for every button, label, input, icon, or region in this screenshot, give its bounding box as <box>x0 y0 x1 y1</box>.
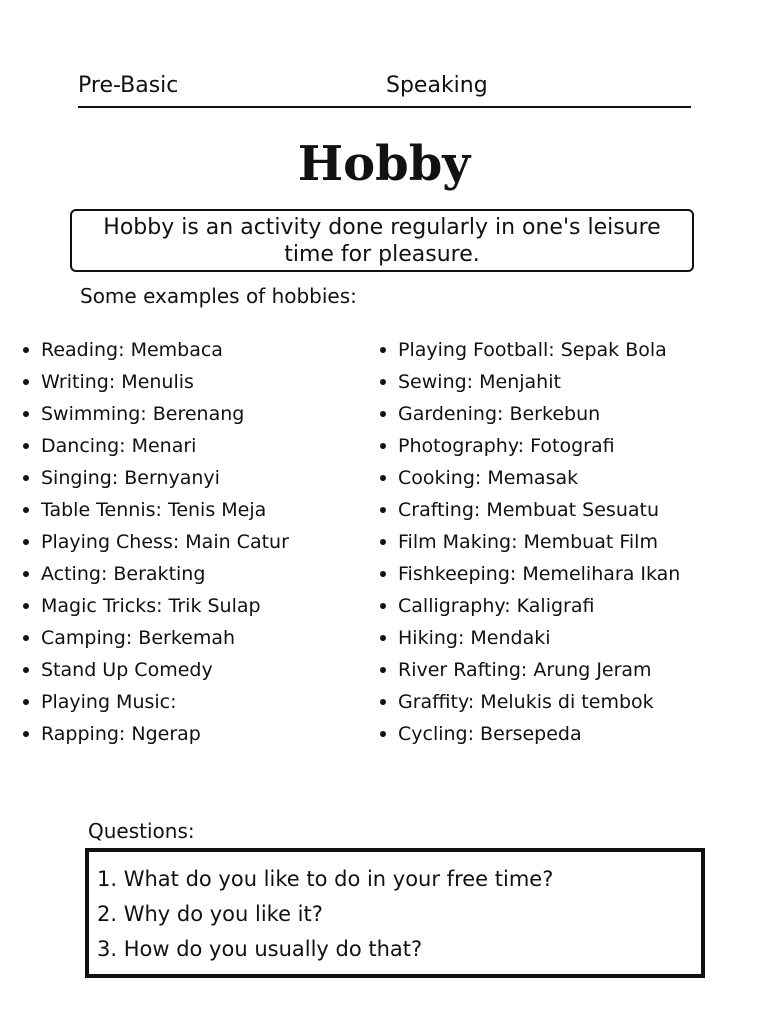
list-item <box>377 494 757 526</box>
list-item-text: Dancing: Menari <box>41 435 197 457</box>
list-item-text: Cycling: Bersepeda <box>398 723 582 745</box>
bullet-icon <box>23 507 29 513</box>
list-item <box>20 334 370 366</box>
list-item-text: Writing: Menulis <box>41 371 194 393</box>
list-item-text: Film Making: Membuat Film <box>398 531 658 553</box>
list-item <box>377 654 757 686</box>
list-item <box>377 622 757 654</box>
list-item-text: Calligraphy: Kaligrafi <box>398 595 595 617</box>
list-item-text: Acting: Berakting <box>41 563 206 585</box>
definition-text: Hobby is an activity done regularly in one's leisure time for pleasure. <box>103 214 661 267</box>
list-item <box>377 590 757 622</box>
list-item-text: Hiking: Mendaki <box>398 627 551 649</box>
hobby-list-right <box>377 334 757 750</box>
bullet-icon <box>380 635 386 641</box>
header-skill: Speaking <box>386 73 488 98</box>
bullet-icon <box>380 731 386 737</box>
bullet-icon <box>23 571 29 577</box>
list-item-text: River Rafting: Arung Jeram <box>398 659 652 681</box>
list-item-text: Playing Football: Sepak Bola <box>398 339 667 361</box>
header-divider <box>78 106 691 108</box>
bullet-icon <box>23 443 29 449</box>
list-item <box>20 398 370 430</box>
list-item-text: Playing Chess: Main Catur <box>41 531 289 553</box>
list-item-text: Reading: Membaca <box>41 339 223 361</box>
list-item <box>377 462 757 494</box>
list-item-text: Sewing: Menjahit <box>398 371 561 393</box>
definition-box <box>70 209 694 272</box>
bullet-icon <box>380 507 386 513</box>
bullet-icon <box>380 443 386 449</box>
bullet-icon <box>23 667 29 673</box>
bullet-icon <box>380 699 386 705</box>
list-item-text: Gardening: Berkebun <box>398 403 601 425</box>
list-item-text: Playing Music: <box>41 691 177 713</box>
list-item-text: Cooking: Memasak <box>398 467 579 489</box>
list-item-text: Magic Tricks: Trik Sulap <box>41 595 261 617</box>
list-item <box>377 430 757 462</box>
bullet-icon <box>380 347 386 353</box>
list-item-text: Table Tennis: Tenis Meja <box>41 499 267 521</box>
list-item-text: Photography: Fotografi <box>398 435 615 457</box>
bullet-icon <box>23 379 29 385</box>
list-item-text: Graffity: Melukis di tembok <box>398 691 654 713</box>
bullet-icon <box>380 571 386 577</box>
bullet-icon <box>23 475 29 481</box>
list-item <box>377 398 757 430</box>
question-item: 3. How do you usually do that? <box>97 937 423 961</box>
bullet-icon <box>380 475 386 481</box>
list-item <box>20 654 370 686</box>
list-item <box>20 430 370 462</box>
list-item-text: Rapping: Ngerap <box>41 723 201 745</box>
list-item-text: Stand Up Comedy <box>41 659 213 681</box>
questions-box <box>85 848 705 978</box>
list-item-text: Camping: Berkemah <box>41 627 236 649</box>
list-item <box>20 462 370 494</box>
bullet-icon <box>23 411 29 417</box>
examples-label: Some examples of hobbies: <box>80 284 357 308</box>
list-item <box>377 366 757 398</box>
list-item <box>20 494 370 526</box>
list-item <box>377 526 757 558</box>
list-item-text: Swimming: Berenang <box>41 403 245 425</box>
questions-label: Questions: <box>88 819 195 843</box>
bullet-icon <box>23 347 29 353</box>
list-item <box>377 558 757 590</box>
question-item: 1. What do you like to do in your free time? <box>97 867 554 891</box>
list-item <box>377 334 757 366</box>
bullet-icon <box>380 539 386 545</box>
bullet-icon <box>23 539 29 545</box>
hobby-list-left <box>20 334 370 750</box>
list-item <box>377 718 757 750</box>
bullet-icon <box>23 731 29 737</box>
page-title: Hobby <box>297 136 471 192</box>
bullet-icon <box>380 667 386 673</box>
bullet-icon <box>23 635 29 641</box>
list-item <box>20 718 370 750</box>
list-item-text: Fishkeeping: Memelihara Ikan <box>398 563 681 585</box>
bullet-icon <box>380 379 386 385</box>
question-item: 2. Why do you like it? <box>97 902 323 926</box>
bullet-icon <box>380 603 386 609</box>
list-item <box>20 686 370 718</box>
list-item <box>20 366 370 398</box>
list-item <box>20 622 370 654</box>
list-item <box>20 526 370 558</box>
bullet-icon <box>380 411 386 417</box>
list-item <box>20 558 370 590</box>
list-item-text: Crafting: Membuat Sesuatu <box>398 499 659 521</box>
bullet-icon <box>23 603 29 609</box>
header-level: Pre-Basic <box>78 73 179 98</box>
list-item <box>377 686 757 718</box>
list-item-text: Singing: Bernyanyi <box>41 467 220 489</box>
list-item <box>20 590 370 622</box>
bullet-icon <box>23 699 29 705</box>
